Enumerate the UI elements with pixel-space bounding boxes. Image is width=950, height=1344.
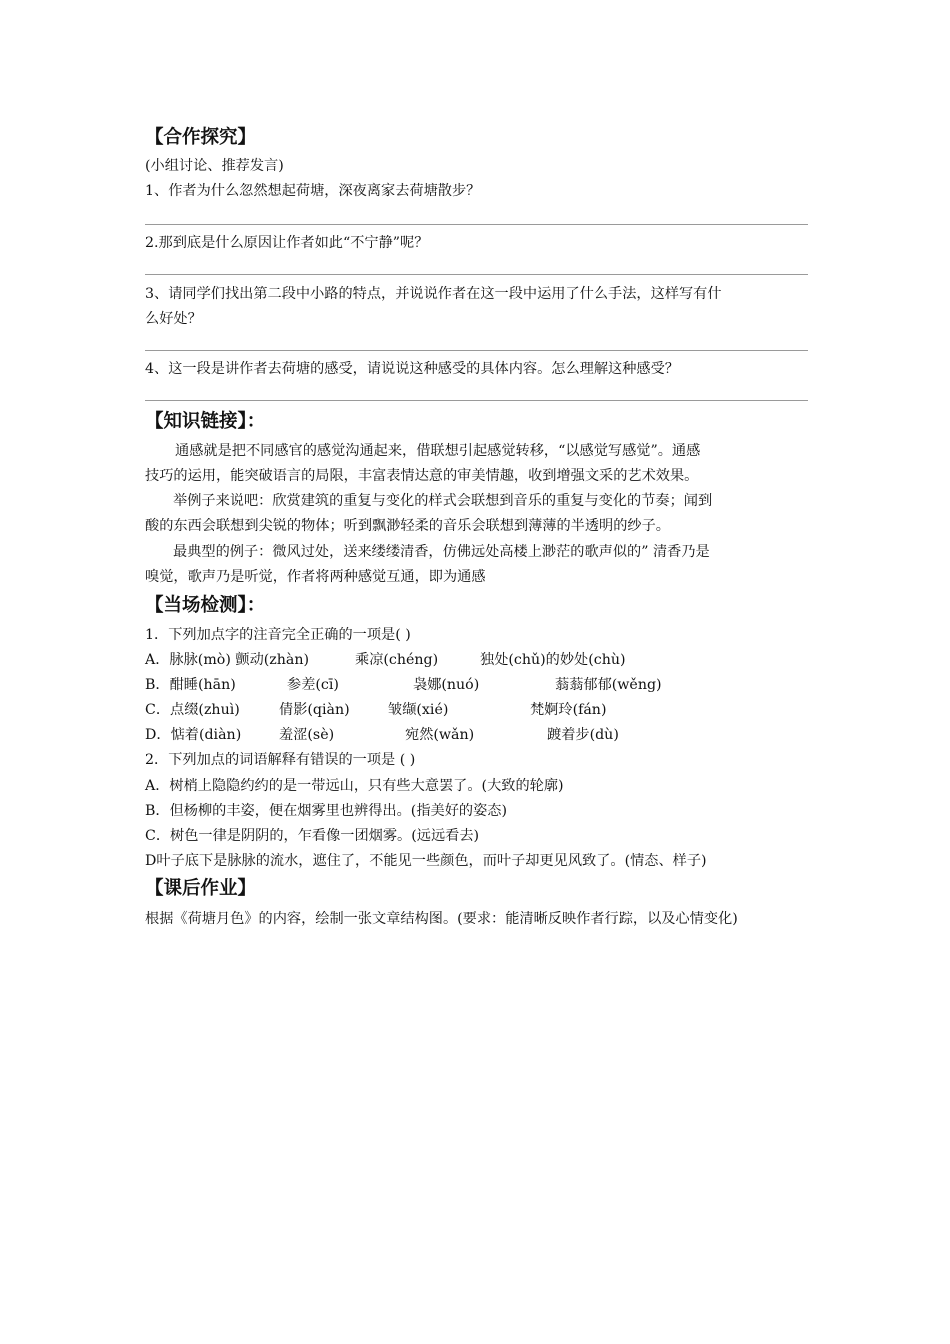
- knowledge-p1-line-1: 通感就是把不同感官的感觉沟通起来，借联想引起感觉转移，“以感觉写感觉”。通感: [175, 443, 701, 459]
- q1-option-b-part-1: B．酣睡(hān): [145, 677, 236, 693]
- test-heading: 【当场检测】：: [145, 595, 266, 616]
- question-1: 1、作者为什么忽然想起荷塘，深夜离家去荷塘散步？: [145, 183, 481, 199]
- q1-option-c-part-1: C．点缀(zhuì): [145, 702, 240, 718]
- test-question-2: 2．下列加点的词语解释有错误的一项是 ( ): [145, 752, 416, 768]
- q1-option-c-part-4: 梵婀玲(fán): [530, 702, 607, 718]
- question-4: 4、这一段是讲作者去荷塘的感受，请说说这种感受的具体内容。怎么理解这种感受？: [145, 361, 679, 377]
- q1-option-c-part-3: 皱缬(xié): [388, 702, 449, 718]
- question-3-line-1: 3、请同学们找出第二段中小路的特点，并说说作者在这一段中运用了什么手法，这样写有什: [145, 286, 722, 302]
- question-3-line-2: 么好处？: [145, 311, 202, 327]
- knowledge-p3-line-1: 最典型的例子：微风过处，送来缕缕清香，仿佛远处高楼上渺茫的歌声似的” 清香乃是: [173, 544, 710, 560]
- homework-heading: 【课后作业】: [145, 878, 257, 899]
- knowledge-p1-line-2: 技巧的运用，能突破语言的局限，丰富表情达意的审美情趣，收到增强文采的艺术效果。: [145, 468, 699, 484]
- answer-line-1[interactable]: [145, 224, 808, 225]
- q1-option-b-part-2: 参差(cī): [287, 677, 339, 693]
- cooperative-note: (小组讨论、推荐发言): [145, 158, 284, 174]
- q1-option-d-part-3: 宛然(wǎn): [405, 727, 475, 743]
- q2-option-b: B．但杨柳的丰姿，便在烟雾里也辨得出。(指美好的姿态): [145, 803, 507, 819]
- q2-option-a: A．树梢上隐隐约约的是一带远山，只有些大意罢了。(大致的轮廓): [145, 778, 564, 794]
- q2-option-c: C．树色一律是阴阴的，乍看像一团烟雾。(远远看去): [145, 828, 480, 844]
- q2-option-d: D叶子底下是脉脉的流水，遮住了，不能见一些颜色，而叶子却更见风致了。(情态、样子): [145, 853, 707, 869]
- q1-option-d-part-4: 踱着步(dù): [547, 727, 619, 743]
- q1-option-b-part-3: 袅娜(nuó): [413, 677, 480, 693]
- knowledge-p3-line-2: 嗅觉，歌声乃是听觉，作者将两种感觉互通，即为通感: [145, 569, 486, 585]
- q1-option-d-part-2: 羞涩(sè): [279, 727, 335, 743]
- knowledge-p2-line-1: 举例子来说吧：欣赏建筑的重复与变化的样式会联想到音乐的重复与变化的节奏；闻到: [173, 493, 713, 509]
- answer-line-4[interactable]: [145, 400, 808, 401]
- q1-option-d-part-1: D．惦着(diàn): [145, 727, 242, 743]
- answer-line-2[interactable]: [145, 274, 808, 275]
- q1-option-a-part-2: 乘凉(chéng): [355, 652, 439, 668]
- knowledge-heading: 【知识链接】：: [145, 411, 266, 432]
- q1-option-a-part-3: 独处(chǔ)的妙处(chù): [480, 652, 626, 668]
- test-question-1: 1．下列加点字的注音完全正确的一项是( ): [145, 627, 411, 643]
- q1-option-c-part-2: 倩影(qiàn): [279, 702, 350, 718]
- q1-option-a-part-1: A．脉脉(mò) 颤动(zhàn): [145, 652, 310, 668]
- question-2: 2.那到底是什么原因让作者如此“不宁静”呢？: [145, 235, 429, 251]
- answer-line-3[interactable]: [145, 350, 808, 351]
- knowledge-p2-line-2: 酸的东西会联想到尖锐的物体；听到飘渺轻柔的音乐会联想到薄薄的半透明的纱子。: [145, 518, 670, 534]
- q1-option-b-part-4: 蓊蓊郁郁(wěng): [555, 677, 662, 693]
- homework-text: 根据《荷塘月色》的内容，绘制一张文章结构图。(要求：能清晰反映作者行踪，以及心情变化): [145, 911, 738, 927]
- cooperative-heading: 【合作探究】: [145, 127, 257, 148]
